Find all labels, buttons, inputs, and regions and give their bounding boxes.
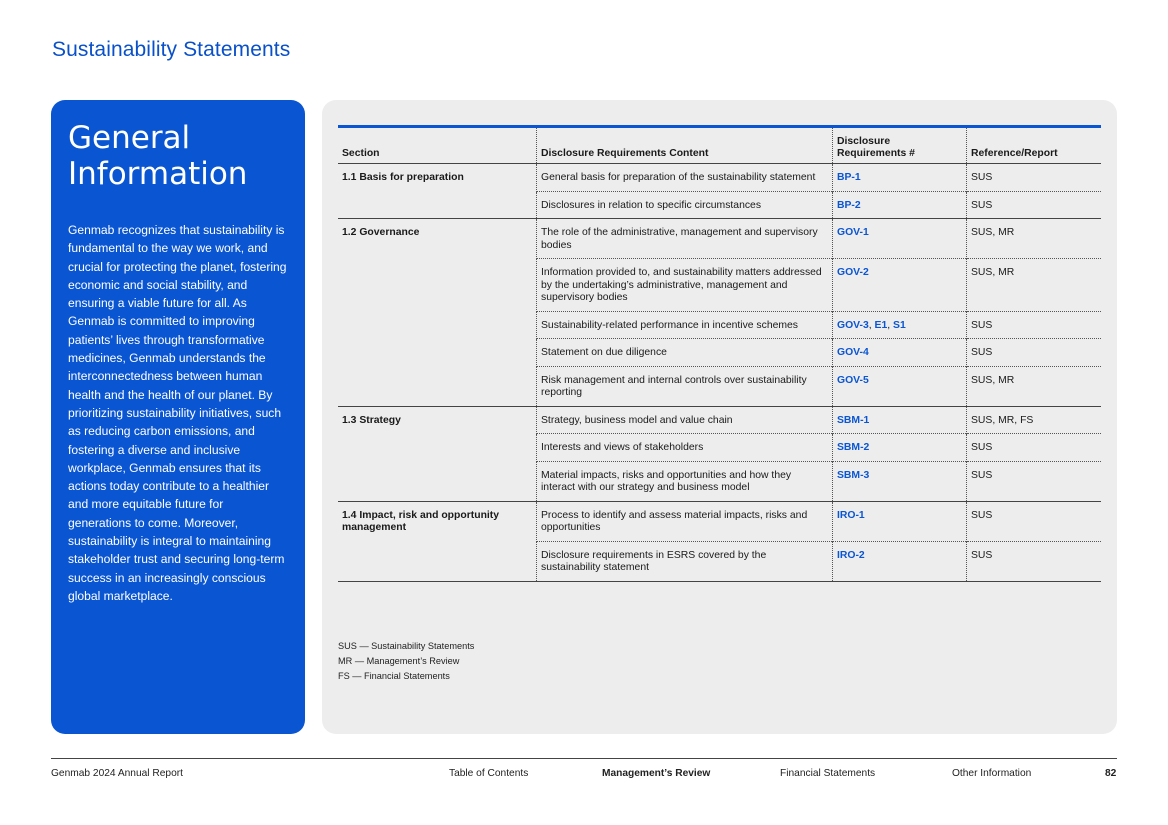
table-row: [338, 164, 1101, 192]
footer-nav-financial-statements[interactable]: Financial Statements: [780, 768, 876, 779]
requirement-code-link[interactable]: SBM-1: [837, 414, 870, 426]
requirement-code-link[interactable]: IRO-2: [837, 549, 865, 561]
legend-item: SUS — Sustainability Statements: [338, 641, 475, 651]
requirement-code-link[interactable]: IRO-1: [837, 509, 865, 521]
table-row: [338, 259, 1101, 312]
table-row: [338, 191, 1101, 219]
cell-requirement-codes: [833, 339, 967, 367]
cell-requirement-codes: [833, 501, 967, 541]
cell-reference: SUS: [967, 339, 1102, 367]
cell-requirement-codes: [833, 311, 967, 339]
requirement-code-link[interactable]: SBM-3: [837, 469, 870, 481]
cell-reference: SUS: [967, 164, 1102, 192]
cell-content: Material impacts, risks and opportunities and how they interact with our strategy and business model: [537, 461, 833, 501]
requirement-code-link[interactable]: GOV-5: [837, 374, 869, 386]
footer-report-name: Genmab 2024 Annual Report: [51, 768, 183, 779]
cell-content: Disclosure requirements in ESRS covered by the sustainability statement: [537, 541, 833, 581]
code-separator: ,: [868, 319, 875, 331]
cell-requirement-codes: [833, 541, 967, 581]
intro-heading: [68, 120, 289, 192]
cell-reference: SUS: [967, 311, 1102, 339]
cell-section: 1.1 Basis for preparation: [342, 172, 464, 183]
cell-section: [338, 191, 537, 219]
requirement-code-link[interactable]: SBM-2: [837, 442, 870, 453]
footer-nav-managements-review[interactable]: Management’s Review: [602, 768, 711, 779]
page-number: 82: [1105, 768, 1117, 779]
requirement-code-link[interactable]: GOV-2: [837, 267, 869, 278]
disclosure-table-panel: [322, 100, 1117, 734]
cell-requirement-codes: [833, 461, 967, 501]
requirement-code-link[interactable]: BP-2: [837, 199, 861, 211]
table-row: [338, 461, 1101, 501]
cell-content: Disclosures in relation to specific circumstances: [537, 191, 833, 219]
cell-section: 1.3 Strategy: [338, 406, 537, 434]
cell-reference: SUS: [967, 191, 1102, 219]
table-row: [338, 406, 1101, 434]
intro-heading-line2: Information: [68, 156, 248, 192]
disclosure-table: [338, 125, 1101, 582]
cell-reference: SUS, MR: [967, 219, 1102, 259]
cell-reference: SUS: [967, 541, 1102, 581]
cell-requirement-codes: [833, 366, 967, 406]
intro-heading-line1: General: [68, 120, 191, 156]
header-requirements: [833, 127, 967, 164]
cell-reference: SUS, MR, FS: [967, 406, 1102, 434]
table-row: [338, 541, 1101, 581]
cell-section: [338, 366, 537, 406]
cell-requirement-codes: [833, 164, 967, 192]
requirement-code-link[interactable]: E1: [874, 319, 888, 331]
header-requirements-line2: Requirements #: [837, 148, 915, 159]
cell-content: Statement on due diligence: [537, 339, 833, 367]
requirement-code-link[interactable]: GOV-3: [837, 319, 869, 331]
requirement-code-link[interactable]: S1: [893, 319, 906, 331]
header-reference: Reference/Report: [967, 127, 1102, 164]
cell-content: General basis for preparation of the sustainability statement: [537, 164, 833, 192]
cell-content: Information provided to, and sustainability matters addressed by the undertaking’s administrative, management and supervisory bodies: [537, 259, 833, 312]
footer-divider: [51, 758, 1117, 759]
code-separator: ,: [887, 319, 894, 331]
cell-content: The role of the administrative, management and supervisory bodies: [537, 219, 833, 259]
cell-requirement-codes: [833, 406, 967, 434]
cell-reference: SUS: [967, 501, 1102, 541]
cell-section: [338, 259, 537, 312]
page-title: Sustainability Statements: [52, 38, 291, 61]
cell-content: Strategy, business model and value chain: [537, 406, 833, 434]
table-header-row: [338, 127, 1101, 164]
cell-reference: SUS, MR: [967, 366, 1102, 406]
requirement-code-link[interactable]: GOV-1: [837, 227, 869, 238]
table-row: [338, 219, 1101, 259]
cell-reference: SUS: [967, 434, 1102, 462]
footer-nav-table-of-contents[interactable]: Table of Contents: [449, 768, 529, 779]
table-row: [338, 339, 1101, 367]
cell-content: Sustainability-related performance in incentive schemes: [537, 311, 833, 339]
legend-item: MR — Management’s Review: [338, 656, 460, 666]
cell-requirement-codes: [833, 434, 967, 462]
cell-section: [338, 461, 537, 501]
intro-body: Genmab recognizes that sustainability is fundamental to the way we work, and crucial for protecting the planet, fostering economic and social stability, and ensuring a viable future for all. As Genmab is committed to improving patients’ lives through transformative medicines, Genmab understands the interconnectedness between human health and the health of our planet. By prioritizing sustainability initiatives, such as reducing carbon emissions, and fostering a diverse and inclusive workplace, Genmab ensures that its actions today contribute to a healthier and more equitable future for generations to come. Moreover, sustainability is integral to maintaining stakeholder trust and securing long-term success in an increasingly conscious global marketplace.: [68, 223, 287, 603]
table-row: [338, 366, 1101, 406]
requirement-code-link[interactable]: BP-1: [837, 172, 861, 183]
intro-panel: [51, 100, 305, 734]
table-row: [338, 501, 1101, 541]
cell-section: 1.4 Impact, risk and opportunity management: [338, 501, 537, 541]
cell-reference: SUS, MR: [967, 259, 1102, 312]
header-content: Disclosure Requirements Content: [537, 127, 833, 164]
legend-item: FS — Financial Statements: [338, 671, 450, 681]
table-body: [338, 164, 1101, 582]
footer-nav-other-information[interactable]: Other Information: [952, 768, 1032, 779]
cell-requirement-codes: [833, 259, 967, 312]
header-requirements-line1: Disclosure: [837, 136, 891, 147]
cell-section: [338, 541, 537, 581]
cell-content: Process to identify and assess material impacts, risks and opportunities: [537, 501, 833, 541]
header-section: Section: [338, 127, 537, 164]
cell-section: [338, 434, 537, 462]
cell-content: Interests and views of stakeholders: [537, 434, 833, 462]
table-row: [338, 311, 1101, 339]
legend: [338, 639, 474, 684]
cell-section: [338, 339, 537, 367]
table-row: [338, 434, 1101, 462]
requirement-code-link[interactable]: GOV-4: [837, 347, 869, 358]
cell-content: Risk management and internal controls over sustainability reporting: [537, 366, 833, 406]
cell-requirement-codes: [833, 219, 967, 259]
cell-reference: SUS: [967, 461, 1102, 501]
cell-section: 1.2 Governance: [338, 219, 537, 259]
cell-section: [338, 311, 537, 339]
cell-requirement-codes: [833, 191, 967, 219]
